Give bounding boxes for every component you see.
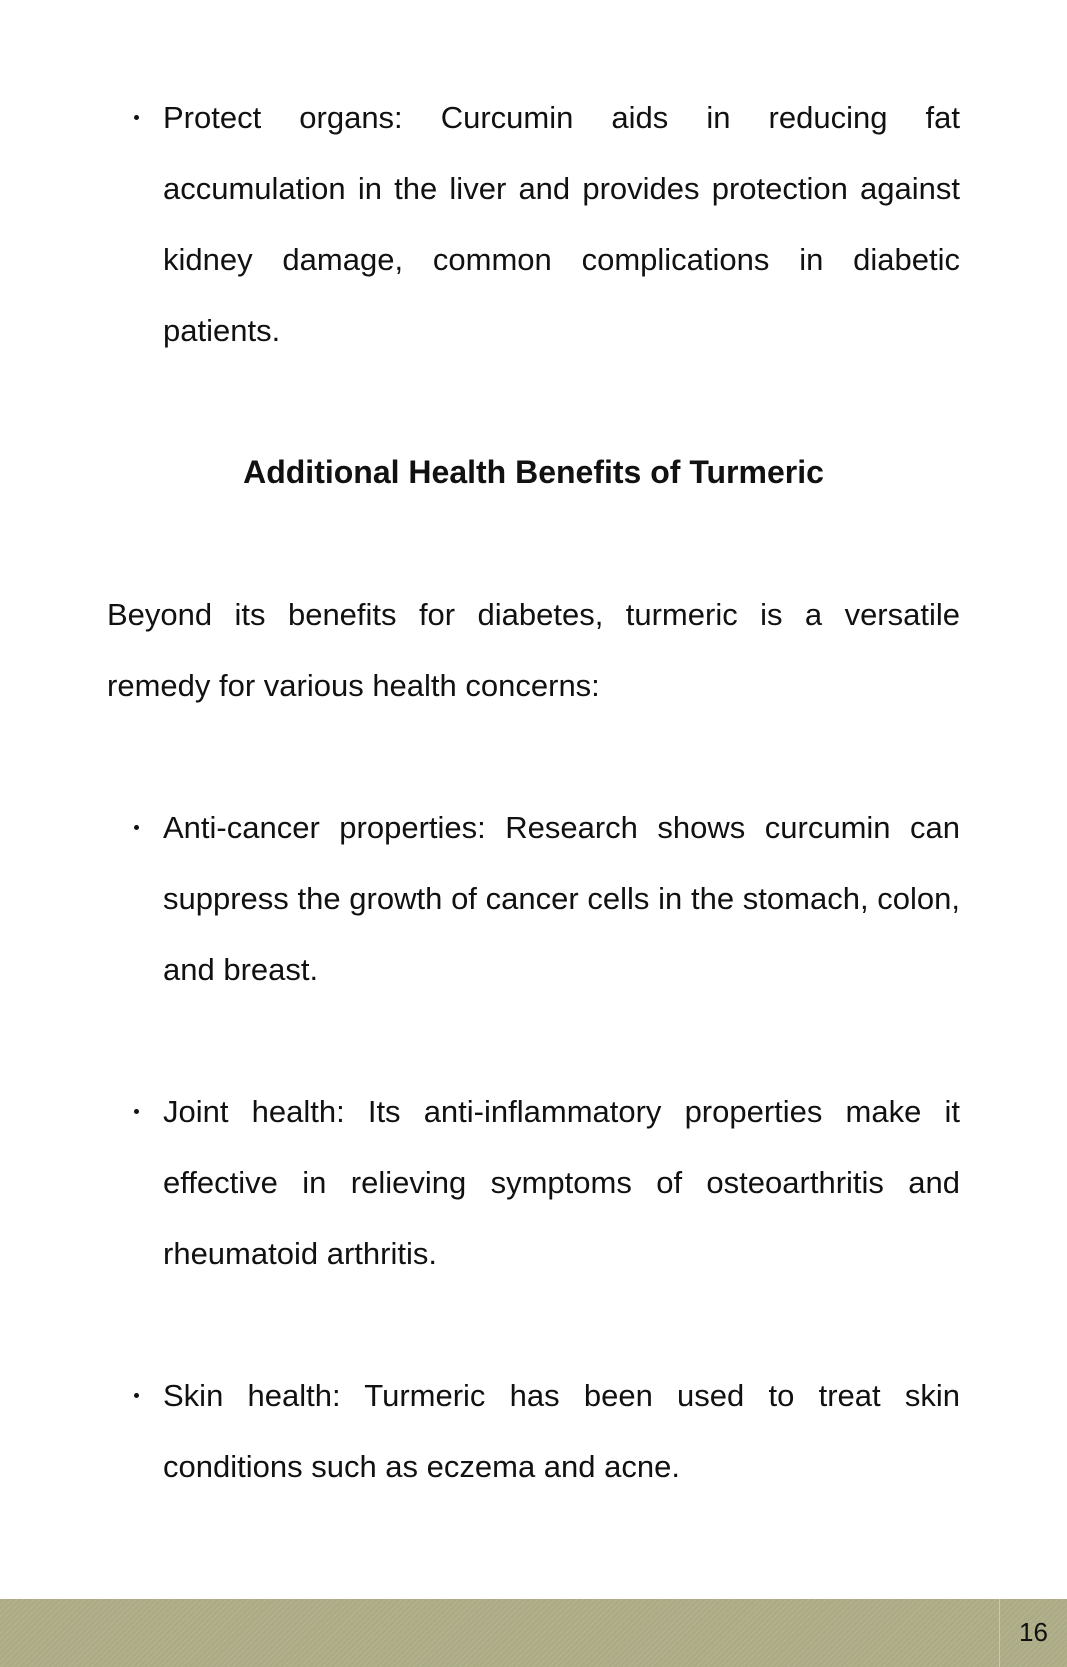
bullet-icon (134, 1393, 139, 1398)
list-item-text: Skin health: Turmeric has been used to treat skin conditions such as eczema and acne. (163, 1378, 960, 1484)
list-item-text: Protect organs: Curcumin aids in reducing fat accumulation in the liver and provides protection against kidney damage, common complications in diabetic patients. (163, 100, 960, 348)
page-content (107, 82, 960, 1502)
bullet-icon (134, 825, 139, 830)
footer-bar (0, 1599, 1067, 1667)
list-item-skin-health (107, 1360, 960, 1502)
list-item-text: Joint health: Its anti-inflammatory properties make it effective in relieving symptoms of osteoarthritis and rheumatoid arthritis. (163, 1094, 960, 1271)
bullet-icon (134, 115, 139, 120)
section-heading: Additional Health Benefits of Turmeric (243, 454, 824, 490)
list-item-anti-cancer (107, 792, 960, 1005)
intro-paragraph: Beyond its benefits for diabetes, turmeric is a versatile remedy for various health concerns: (107, 597, 960, 703)
list-item-text: Anti-cancer properties: Research shows curcumin can suppress the growth of cancer cells in the stomach, colon, and breast. (163, 810, 960, 987)
bullet-icon (134, 1109, 139, 1114)
list-item-joint-health (107, 1076, 960, 1289)
list-item-protect-organs (107, 82, 960, 366)
page-number: 16 (999, 1599, 1067, 1667)
